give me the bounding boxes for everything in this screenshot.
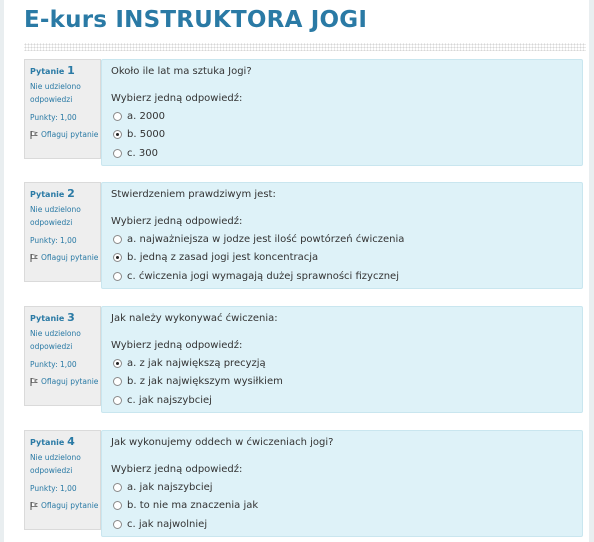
question-number-value: 2	[67, 187, 75, 200]
answer-option[interactable]	[113, 129, 165, 140]
flag-icon	[30, 378, 38, 386]
question-label: Pytanie	[30, 314, 65, 323]
question-number-value: 3	[67, 311, 75, 324]
page-frame-right	[589, 0, 594, 542]
answer-radio[interactable]	[113, 396, 122, 405]
answer-option[interactable]	[113, 395, 212, 406]
question-content	[101, 182, 583, 289]
question-number	[30, 63, 100, 79]
answer-option[interactable]	[113, 111, 165, 122]
question-label: Pytanie	[30, 438, 65, 447]
question-content	[101, 306, 583, 413]
answer-radio[interactable]	[113, 149, 122, 158]
question-grade: Punkty: 1,00	[30, 113, 77, 122]
question-state: Nie udzielono odpowiedzi	[30, 453, 81, 475]
answer-radio[interactable]	[113, 272, 122, 281]
answer-option[interactable]	[113, 252, 318, 263]
answer-option[interactable]	[113, 519, 207, 530]
answer-option[interactable]	[113, 271, 399, 282]
flag-icon	[30, 131, 38, 139]
answer-radio[interactable]	[113, 520, 122, 529]
question-grade: Punkty: 1,00	[30, 484, 77, 493]
flag-question-link[interactable]	[30, 128, 100, 142]
answer-option-label: c. jak najszybciej	[127, 395, 212, 406]
question-state: Nie udzielono odpowiedzi	[30, 329, 81, 351]
answer-option-label: a. z jak największą precyzją	[127, 358, 266, 369]
title-divider	[24, 43, 586, 51]
answer-option-label: a. 2000	[127, 111, 165, 122]
answer-option[interactable]	[113, 482, 213, 493]
question-text: Stwierdzeniem prawdziwym jest:	[111, 189, 276, 200]
question-info	[24, 430, 101, 530]
flag-question-label: Oflaguj pytanie	[41, 501, 99, 510]
answer-option[interactable]	[113, 148, 158, 159]
question-state: Nie udzielono odpowiedzi	[30, 205, 81, 227]
answer-option-label: c. 300	[127, 148, 158, 159]
flag-question-link[interactable]	[30, 251, 100, 265]
answer-option-label: b. z jak największym wysiłkiem	[127, 376, 283, 387]
answer-radio[interactable]	[113, 501, 122, 510]
question-label: Pytanie	[30, 190, 65, 199]
flag-icon	[30, 254, 38, 262]
question-grade: Punkty: 1,00	[30, 236, 77, 245]
question-text: Około ile lat ma sztuka Jogi?	[111, 66, 252, 77]
question-number	[30, 434, 100, 450]
question-text: Jak należy wykonywać ćwiczenia:	[111, 313, 278, 324]
answer-radio[interactable]	[113, 483, 122, 492]
answer-prompt: Wybierz jedną odpowiedź:	[111, 216, 243, 227]
flag-question-label: Oflaguj pytanie	[41, 253, 99, 262]
answer-option-label: b. to nie ma znaczenia jak	[127, 500, 259, 511]
answer-radio[interactable]	[113, 235, 122, 244]
answer-option-label: b. jedną z zasad jogi jest koncentracja	[127, 252, 319, 263]
page-frame-left	[0, 0, 4, 542]
page-title: E-kurs INSTRUKTORA JOGI	[24, 7, 368, 33]
answer-radio[interactable]	[113, 377, 122, 386]
answer-radio[interactable]	[113, 359, 122, 368]
answer-option[interactable]	[113, 376, 283, 387]
answer-option-label: a. jak najszybciej	[127, 482, 213, 493]
flag-icon	[30, 502, 38, 510]
answer-radio[interactable]	[113, 130, 122, 139]
answer-option-label: c. jak najwolniej	[127, 519, 208, 530]
question-info	[24, 59, 101, 159]
question-number	[30, 310, 100, 326]
question-state: Nie udzielono odpowiedzi	[30, 82, 81, 104]
answer-option-label: b. 5000	[127, 129, 166, 140]
question-content	[101, 59, 583, 166]
question-content	[101, 430, 583, 537]
answer-option[interactable]	[113, 500, 258, 511]
question-number	[30, 186, 100, 202]
answer-prompt: Wybierz jedną odpowiedź:	[111, 464, 243, 475]
answer-prompt: Wybierz jedną odpowiedź:	[111, 93, 243, 104]
question-info	[24, 306, 101, 406]
answer-option[interactable]	[113, 358, 266, 369]
question-text: Jak wykonujemy oddech w ćwiczeniach jogi?	[111, 437, 334, 448]
flag-question-link[interactable]	[30, 499, 100, 513]
answer-option-label: a. najważniejsza w jodze jest ilość powtórzeń ćwiczenia	[127, 234, 405, 245]
question-grade: Punkty: 1,00	[30, 360, 77, 369]
answer-option-label: c. ćwiczenia jogi wymagają dużej sprawności fizycznej	[127, 271, 399, 282]
flag-question-label: Oflaguj pytanie	[41, 377, 99, 386]
answer-prompt: Wybierz jedną odpowiedź:	[111, 340, 243, 351]
answer-radio[interactable]	[113, 253, 122, 262]
question-label: Pytanie	[30, 67, 65, 76]
question-number-value: 1	[67, 64, 75, 77]
flag-question-link[interactable]	[30, 375, 100, 389]
question-number-value: 4	[67, 435, 75, 448]
flag-question-label: Oflaguj pytanie	[41, 130, 99, 139]
answer-option[interactable]	[113, 234, 404, 245]
answer-radio[interactable]	[113, 112, 122, 121]
question-info	[24, 182, 101, 282]
